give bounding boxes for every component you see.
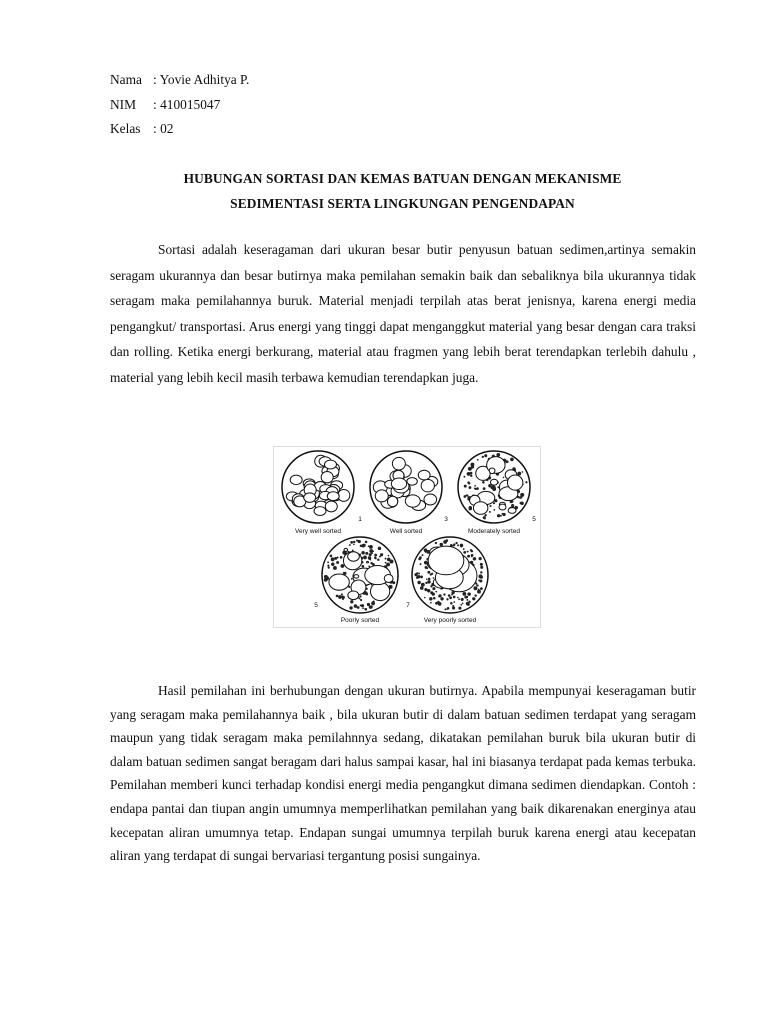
- paragraph-1: Sortasi adalah keseragaman dari ukuran besar butir penyusun batuan sedimen,artinya semakin seragam ukurannya dan besar butirnya maka pemilahan semakin baik dan sebaliknya bila ukurannya tidak seragam maka pemilahannya buruk. Material menjadi terpilah atas berat jenisnya, karena energi media pengangkut/ transportasi. Arus energi yang tinggi dapat menganggkut material yang besar dengan cara traksi dan rolling. Ketika energi berkurang, material atau fragmen yang lebih berat terendapkan terlebih dahulu , material yang lebih kecil masih terbawa kemudian terendapkan juga.: [110, 242, 696, 385]
- matrix-speck: [471, 556, 473, 558]
- matrix-speck: [466, 602, 470, 606]
- matrix-speck: [478, 589, 480, 591]
- matrix-speck: [367, 603, 370, 606]
- matrix-speck: [420, 575, 423, 578]
- matrix-speck: [458, 598, 460, 600]
- matrix-speck: [474, 594, 476, 596]
- grain: [508, 508, 516, 514]
- grain: [499, 504, 506, 510]
- matrix-speck: [463, 551, 466, 554]
- matrix-speck: [466, 494, 468, 496]
- matrix-speck: [427, 580, 431, 584]
- matrix-speck: [502, 513, 505, 516]
- grain: [428, 546, 464, 575]
- info-value: : 02: [153, 121, 174, 136]
- info-row-nim: [110, 93, 249, 118]
- matrix-speck: [464, 485, 467, 488]
- matrix-speck: [341, 593, 343, 595]
- matrix-speck: [417, 581, 420, 584]
- matrix-speck: [484, 454, 487, 457]
- matrix-speck: [503, 477, 505, 479]
- title-line-1: HUBUNGAN SORTASI DAN KEMAS BATUAN DENGAN MEKANISME: [183, 171, 622, 186]
- grain: [490, 479, 497, 485]
- matrix-speck: [453, 596, 456, 599]
- matrix-speck: [480, 571, 482, 573]
- matrix-speck: [484, 518, 486, 520]
- info-value: : 410015047: [153, 96, 221, 112]
- matrix-speck: [440, 543, 443, 546]
- matrix-speck: [328, 567, 330, 569]
- matrix-speck: [462, 603, 464, 605]
- matrix-speck: [362, 565, 365, 568]
- matrix-speck: [369, 606, 372, 609]
- matrix-speck: [371, 552, 373, 554]
- matrix-speck: [463, 548, 465, 550]
- matrix-speck: [420, 563, 422, 565]
- info-row-name: [110, 68, 249, 93]
- matrix-speck: [336, 561, 339, 564]
- matrix-speck: [446, 608, 448, 610]
- matrix-speck: [331, 563, 334, 566]
- matrix-speck: [342, 598, 344, 600]
- matrix-speck: [358, 540, 361, 543]
- matrix-speck: [418, 557, 421, 560]
- title-line-2: SEDIMENTASI SERTA LINGKUNGAN PENGENDAPAN: [230, 196, 575, 211]
- matrix-speck: [525, 481, 527, 483]
- matrix-speck: [392, 581, 395, 584]
- document-title: [110, 166, 695, 216]
- panel-caption: Moderately sorted: [467, 528, 521, 535]
- matrix-speck: [361, 551, 365, 555]
- matrix-speck: [354, 604, 358, 608]
- matrix-speck: [349, 544, 351, 546]
- matrix-speck: [453, 543, 455, 545]
- panel-number: 1: [358, 516, 362, 523]
- matrix-speck: [461, 598, 464, 601]
- grain: [325, 501, 337, 512]
- matrix-speck: [331, 557, 335, 561]
- matrix-speck: [482, 481, 485, 484]
- panel-number: 5: [314, 602, 318, 609]
- matrix-speck: [468, 467, 472, 471]
- matrix-speck: [435, 542, 437, 544]
- grain: [329, 574, 349, 590]
- grain: [290, 475, 302, 484]
- matrix-speck: [473, 586, 477, 590]
- grain: [375, 490, 388, 502]
- grain: [348, 591, 359, 600]
- matrix-speck: [478, 557, 481, 560]
- grain: [418, 470, 430, 480]
- matrix-speck: [430, 585, 432, 587]
- matrix-speck: [474, 487, 476, 489]
- grain: [405, 495, 420, 507]
- matrix-speck: [388, 555, 390, 557]
- matrix-speck: [468, 483, 470, 485]
- matrix-speck: [363, 556, 367, 560]
- matrix-speck: [362, 607, 364, 609]
- matrix-speck: [440, 597, 443, 600]
- matrix-speck: [368, 556, 371, 559]
- matrix-speck: [385, 562, 387, 564]
- panel-caption: Very well sorted: [295, 528, 341, 535]
- matrix-speck: [417, 575, 420, 578]
- matrix-speck: [480, 566, 483, 569]
- matrix-speck: [369, 549, 373, 553]
- info-row-class: [110, 117, 249, 142]
- matrix-speck: [358, 597, 360, 599]
- matrix-speck: [438, 594, 441, 597]
- matrix-speck: [443, 593, 445, 595]
- matrix-speck: [500, 515, 502, 517]
- grain: [327, 492, 339, 501]
- matrix-speck: [336, 595, 339, 598]
- matrix-speck: [520, 493, 524, 497]
- matrix-speck: [428, 578, 431, 581]
- matrix-speck: [333, 566, 337, 570]
- matrix-speck: [337, 556, 339, 558]
- matrix-speck: [446, 598, 448, 600]
- matrix-speck: [340, 564, 344, 568]
- matrix-speck: [373, 600, 375, 602]
- matrix-speck: [457, 544, 459, 546]
- matrix-speck: [351, 578, 353, 580]
- matrix-speck: [472, 597, 475, 600]
- matrix-speck: [520, 502, 524, 506]
- panel-number: 7: [406, 602, 410, 609]
- matrix-speck: [497, 514, 500, 517]
- matrix-speck: [374, 557, 377, 560]
- matrix-speck: [414, 573, 417, 576]
- matrix-speck: [493, 509, 495, 511]
- grain: [314, 507, 326, 516]
- matrix-speck: [378, 547, 382, 551]
- matrix-speck: [430, 573, 432, 575]
- matrix-speck: [484, 514, 486, 516]
- matrix-speck: [330, 555, 333, 558]
- matrix-speck: [420, 586, 424, 590]
- grain: [384, 574, 393, 582]
- grain: [366, 561, 368, 563]
- matrix-speck: [325, 576, 329, 580]
- grain: [473, 502, 487, 515]
- matrix-speck: [368, 545, 370, 547]
- matrix-speck: [496, 453, 500, 457]
- matrix-speck: [477, 590, 481, 594]
- matrix-speck: [493, 502, 495, 504]
- matrix-speck: [353, 541, 355, 543]
- matrix-speck: [470, 475, 472, 477]
- panel-caption: Well sorted: [389, 528, 423, 535]
- matrix-speck: [467, 555, 470, 558]
- panel-caption: Very poorly sorted: [423, 617, 477, 624]
- matrix-speck: [426, 567, 428, 569]
- matrix-speck: [517, 472, 521, 476]
- matrix-speck: [477, 459, 479, 461]
- matrix-speck: [360, 599, 362, 601]
- matrix-speck: [353, 544, 355, 546]
- matrix-speck: [489, 505, 491, 507]
- matrix-speck: [338, 595, 342, 599]
- grain: [392, 457, 405, 470]
- panel-number: 5: [532, 516, 536, 523]
- matrix-speck: [433, 577, 435, 579]
- info-label: NIM: [110, 96, 137, 112]
- matrix-speck: [460, 604, 462, 606]
- matrix-speck: [448, 594, 451, 597]
- matrix-speck: [492, 487, 496, 491]
- matrix-speck: [444, 608, 446, 610]
- matrix-speck: [426, 578, 428, 580]
- matrix-speck: [432, 587, 435, 590]
- matrix-speck: [430, 602, 432, 604]
- matrix-speck: [520, 496, 522, 498]
- student-info: [110, 68, 249, 142]
- matrix-speck: [369, 545, 373, 549]
- matrix-speck: [452, 606, 455, 609]
- matrix-speck: [435, 602, 438, 605]
- grain: [321, 471, 333, 482]
- info-value: : Yovie Adhitya P.: [153, 72, 250, 87]
- matrix-speck: [474, 485, 476, 487]
- matrix-speck: [429, 597, 432, 600]
- matrix-speck: [380, 553, 383, 556]
- panel-caption: Poorly sorted: [340, 617, 380, 624]
- grain: [348, 552, 360, 561]
- sorting-diagram: [274, 447, 540, 627]
- matrix-speck: [467, 592, 471, 596]
- matrix-speck: [467, 551, 469, 553]
- matrix-speck: [460, 544, 464, 548]
- matrix-speck: [455, 542, 457, 544]
- matrix-speck: [361, 544, 365, 548]
- info-label: Nama: [110, 72, 142, 87]
- matrix-speck: [349, 606, 352, 609]
- matrix-speck: [458, 607, 461, 610]
- matrix-speck: [464, 476, 466, 478]
- matrix-speck: [371, 601, 375, 605]
- matrix-speck: [473, 557, 476, 560]
- matrix-speck: [327, 561, 329, 563]
- matrix-speck: [385, 558, 387, 560]
- matrix-speck: [350, 600, 353, 603]
- matrix-speck: [433, 597, 436, 600]
- matrix-speck: [422, 554, 424, 556]
- grain: [507, 475, 522, 490]
- grain: [424, 494, 437, 505]
- matrix-speck: [377, 559, 379, 561]
- matrix-speck: [483, 487, 486, 490]
- matrix-speck: [479, 574, 483, 578]
- matrix-speck: [432, 592, 435, 595]
- matrix-speck: [467, 472, 471, 476]
- matrix-speck: [489, 511, 491, 513]
- matrix-speck: [457, 597, 459, 599]
- grain: [421, 479, 434, 492]
- matrix-speck: [522, 471, 524, 473]
- info-label: Kelas: [110, 121, 141, 136]
- matrix-speck: [462, 592, 466, 596]
- matrix-speck: [450, 602, 453, 605]
- grain: [391, 478, 406, 490]
- matrix-speck: [478, 579, 480, 581]
- matrix-speck: [469, 601, 471, 603]
- panel-number: 3: [444, 516, 448, 523]
- matrix-speck: [421, 583, 425, 587]
- matrix-speck: [480, 563, 483, 566]
- matrix-speck: [445, 539, 448, 542]
- matrix-speck: [359, 595, 361, 597]
- matrix-speck: [372, 563, 375, 566]
- grain: [344, 548, 348, 551]
- matrix-speck: [418, 572, 420, 574]
- grain: [304, 493, 316, 502]
- matrix-speck: [453, 601, 455, 603]
- matrix-speck: [424, 597, 426, 599]
- matrix-speck: [352, 549, 354, 551]
- grain: [489, 468, 495, 474]
- matrix-speck: [427, 589, 430, 592]
- matrix-speck: [510, 458, 514, 462]
- matrix-speck: [425, 582, 427, 584]
- matrix-speck: [350, 541, 353, 544]
- matrix-speck: [449, 596, 452, 599]
- matrix-speck: [511, 504, 514, 507]
- grain: [387, 496, 397, 506]
- matrix-speck: [327, 565, 329, 567]
- matrix-speck: [435, 591, 437, 593]
- sorting-figure: [273, 446, 541, 628]
- matrix-speck: [482, 456, 484, 458]
- matrix-speck: [476, 584, 478, 586]
- matrix-speck: [469, 506, 472, 509]
- matrix-speck: [466, 599, 468, 601]
- matrix-speck: [466, 596, 468, 598]
- matrix-speck: [480, 587, 483, 590]
- matrix-speck: [470, 549, 472, 551]
- matrix-speck: [364, 608, 367, 611]
- matrix-speck: [361, 604, 364, 607]
- grain: [324, 460, 336, 469]
- matrix-speck: [365, 591, 367, 593]
- matrix-speck: [389, 560, 393, 564]
- matrix-speck: [427, 571, 430, 574]
- matrix-speck: [340, 556, 343, 559]
- matrix-speck: [468, 486, 471, 489]
- paragraph-2: Hasil pemilahan ini berhubungan dengan ukuran butirnya. Apabila mempunyai keseragaman butir yang seragam maka pemilahannya baik , bila ukuran butir di dalam batuan sedimen terdapat yang seragam maupun yang tidak seragam maka pemilahnnya sedang, dikatakan pemilahan buruk bila ukuran butir di dalam batuan sedimen sangat beragam dari halus sampai kasar, hal ini biasanya terdapat pada kemas terbuka. Pemilahan memberi kunci terhadap kondisi energi media pengangkut dimana sedimen diendapkan. Contoh : endapa pantai dan tiupan angin umumnya memperlihatkan pemilahan yang baik dikarenakan energinya atau kecepatan aliran umumnya tetap. Endapan sungai umumnya terpilah buruk karena energi atau kecepatan aliran yang terdapat di sungai bervariasi tergantung posisi sungainya.: [110, 683, 696, 864]
- matrix-speck: [365, 541, 368, 544]
- matrix-speck: [374, 554, 377, 557]
- matrix-speck: [365, 552, 368, 555]
- grain: [354, 575, 359, 579]
